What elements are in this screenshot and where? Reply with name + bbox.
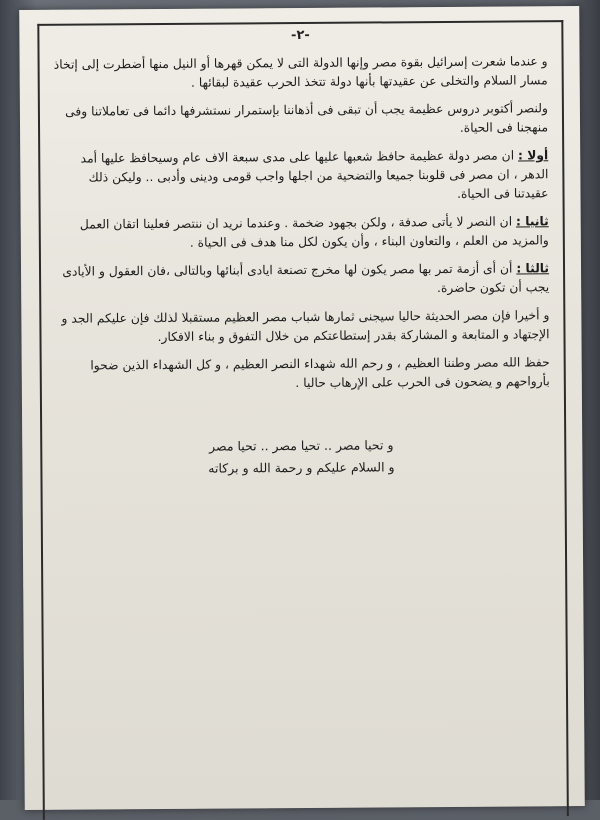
closing-block xyxy=(52,433,550,480)
paragraph-text: و أخيرا فإن مصر الحديثة حاليا سيجنى ثمارها شباب مصر العظيم مستقبلا لذلك فإن عليكم الجد و الإجتهاد و المتابعة و المشاركة بقدر إستطاعتكم من خلال التفوق و بناء الافكار. xyxy=(61,308,550,345)
paragraph-third-lesson xyxy=(51,259,549,300)
paragraph-second-lesson xyxy=(51,212,549,253)
page-number: -٢- xyxy=(290,27,310,44)
paragraph-text: و عندما شعرت إسرائيل بقوة مصر وإنها الدولة التى لا يمكن قهرها أو النيل منها أضطرت إلى إتخاذ مسار السلام والتخلى عن عقيدتها بأنها دولة تتخذ الحرب عقيدة لبقائها . xyxy=(53,54,548,90)
document-body xyxy=(50,52,551,480)
paragraph-text: ان النصر لا يأتى صدفة ، ولكن بجهود ضخمة . وعندما نريد ان ننتصر فعلينا اتقان العمل والمزيد من العلم ، والتعاون البناء ، وأن يكون لكل منا هدف فى الحياة . xyxy=(79,214,549,250)
paragraph-text: أن أى أزمة تمر بها مصر يكون لها مخرج تصنعة ايادى أبنائها وبالتالى ،فان العقول و الأيادى يجب أن تكون حاضرة. xyxy=(62,261,550,296)
paragraph-lead: ثالثا : xyxy=(516,261,550,276)
paragraph-text: ولنصر أكتوبر دروس عظيمة يجب أن تبقى فى أذهاننا بإستمرار نستشرفها دائما فى تعاملاتنا وفى منهجنا فى الحياة. xyxy=(65,101,549,135)
paragraph-lessons xyxy=(50,99,548,140)
paragraph-prayer xyxy=(52,353,550,394)
paragraph-text: ان مصر دولة عظيمة حافظ شعبها عليها على مدى سبعة الاف عام وسيحافظ عليها أمد الدهر ، ان مصر فى قلوبنا جميعا والتضحية من اجلها واجب قومى ودينى وأدبى .. وليكن ذلك عقيدتنا فى الحياة. xyxy=(80,148,549,201)
closing-line-cheer: و تحيا مصر .. تحيا مصر .. تحيا مصر xyxy=(209,437,394,454)
paragraph-intro xyxy=(50,52,548,93)
document-page xyxy=(19,6,585,810)
paragraph-finally xyxy=(51,306,549,347)
paragraph-text: حفظ الله مصر وطننا العظيم ، و رحم الله شهداء النصر العظيم ، و كل الشهداء الذين ضحوا بأرواحهم و يضحون فى الحرب على الإرهاب حاليا . xyxy=(90,355,550,391)
closing-line-greeting: و السلام عليكم و رحمة الله و بركاته xyxy=(208,459,395,476)
paragraph-lead: ثانيا : xyxy=(515,214,549,229)
page-border xyxy=(37,20,569,820)
paragraph-lead: أولا : xyxy=(517,148,549,163)
paragraph-first-lesson xyxy=(50,146,548,206)
